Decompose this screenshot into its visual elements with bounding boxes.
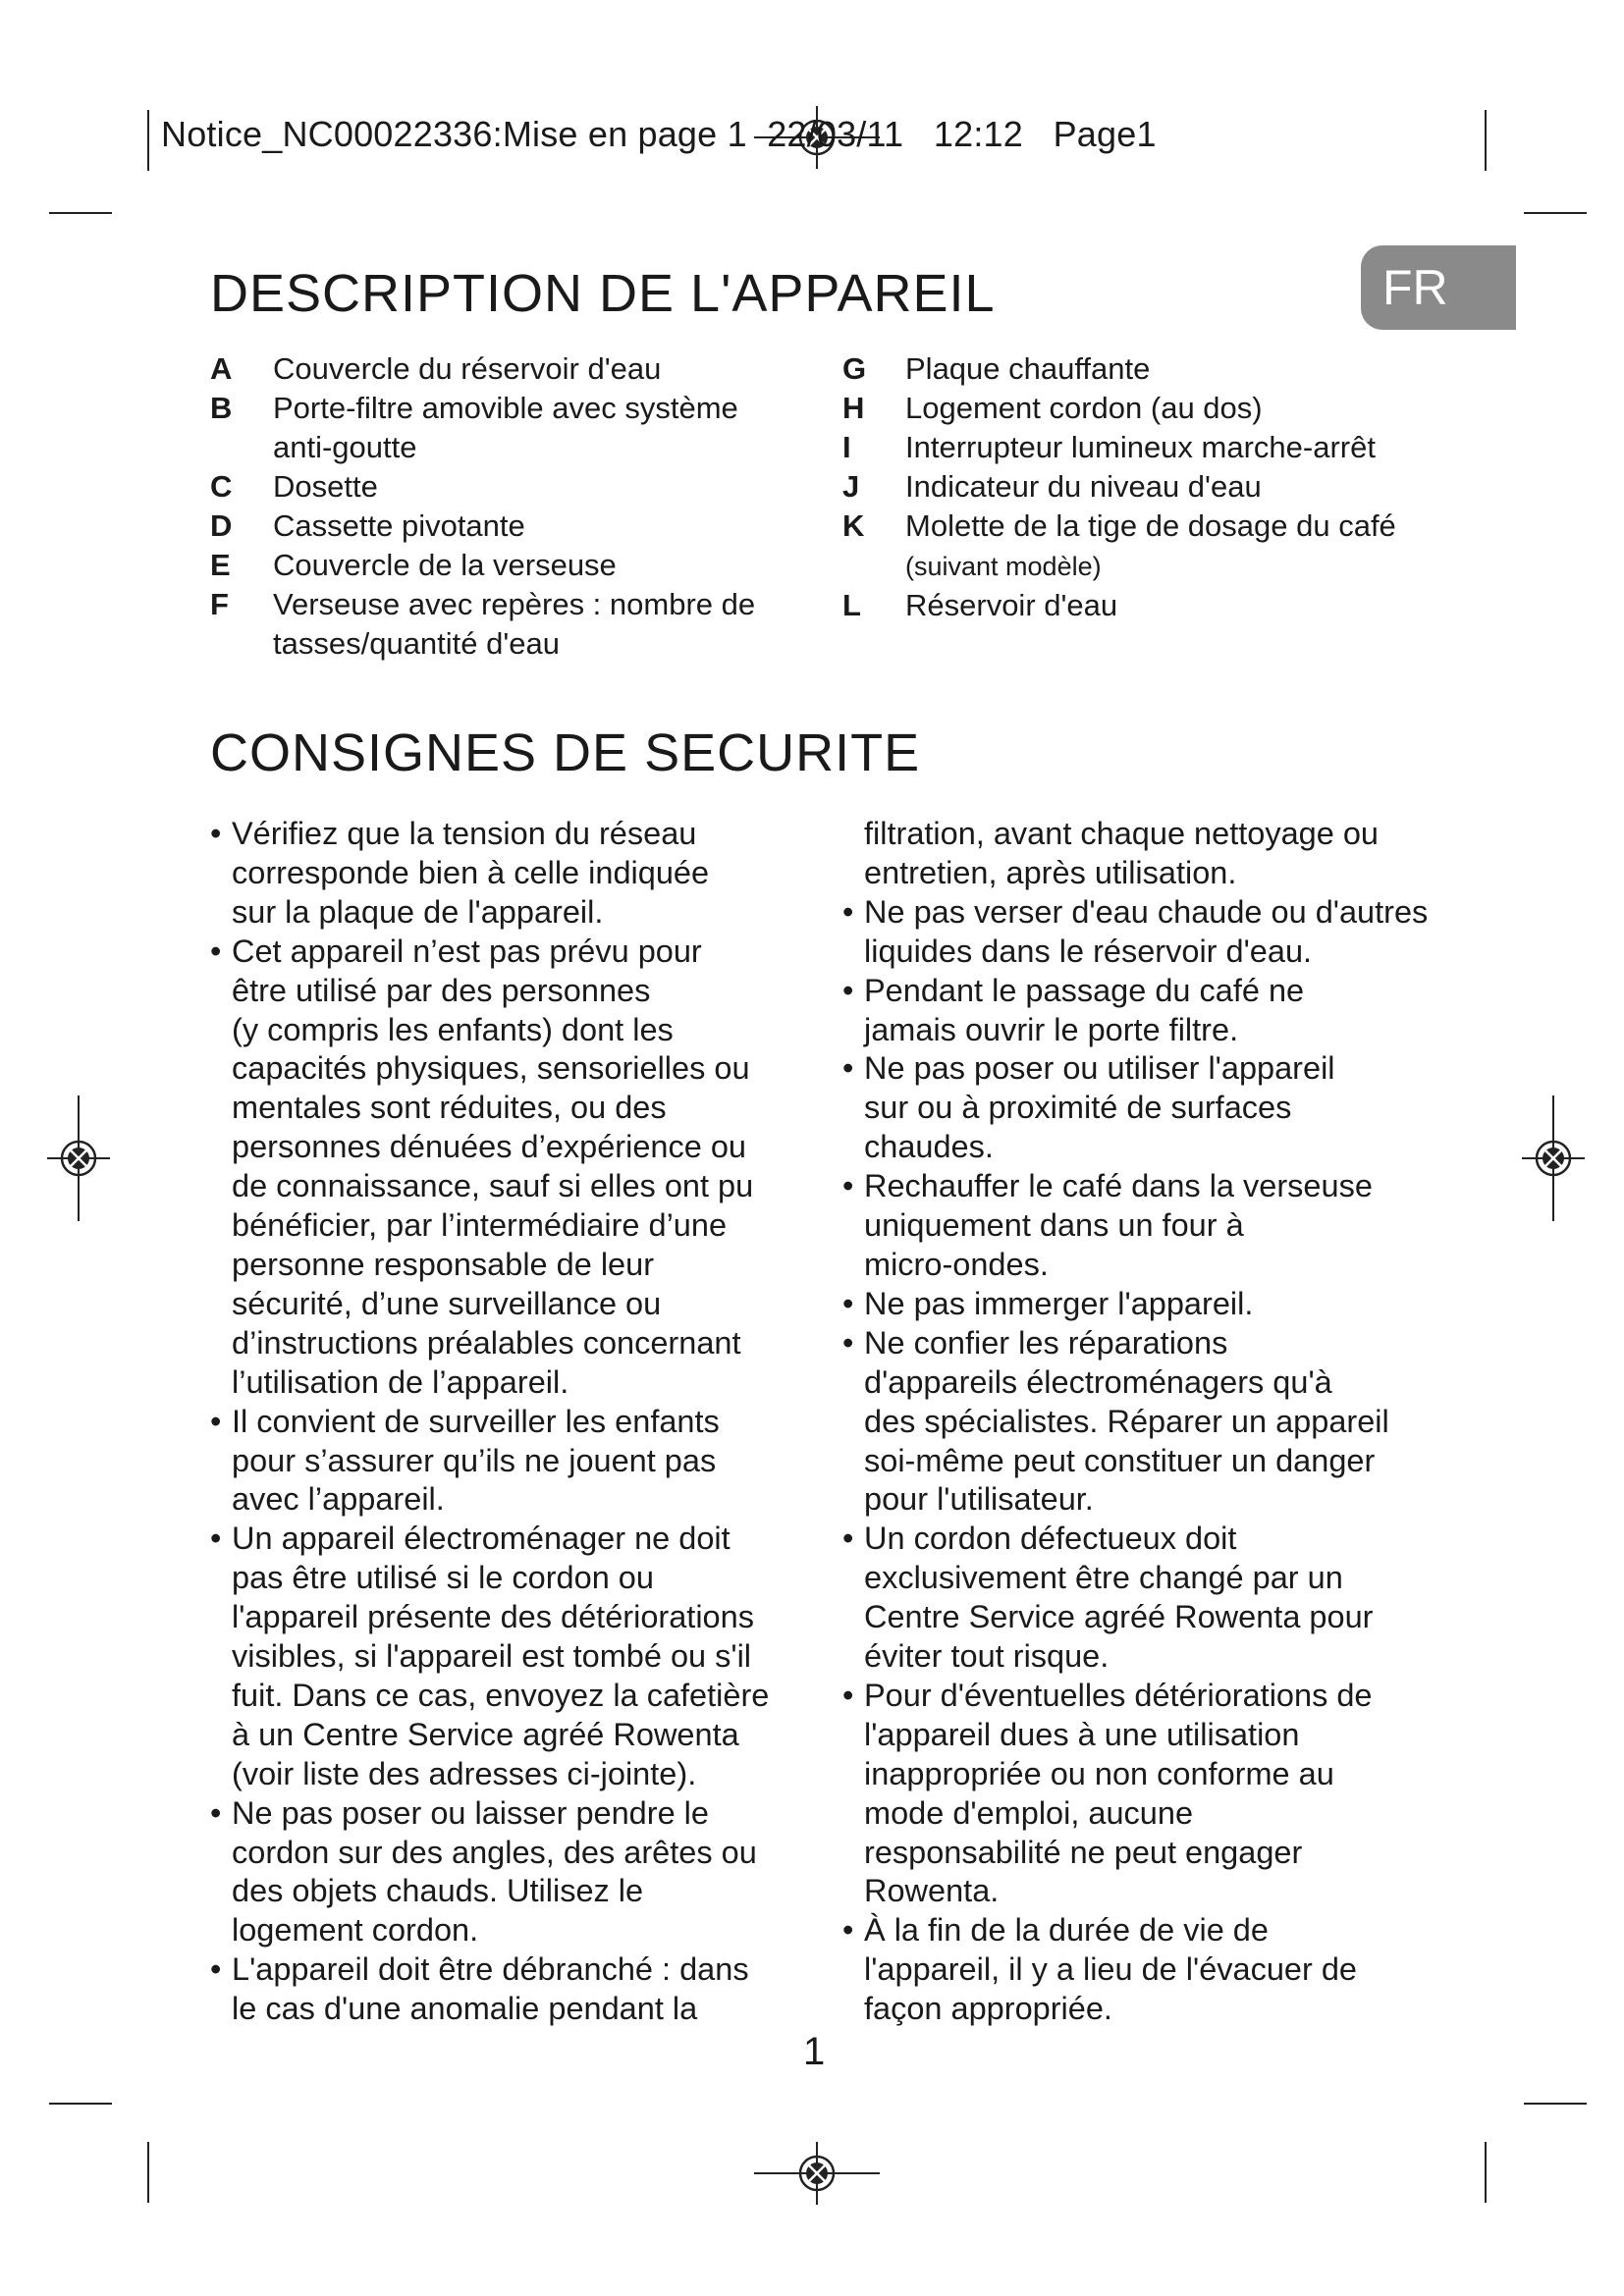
text-line: logement cordon. xyxy=(232,1912,479,1949)
item-text xyxy=(905,507,1396,586)
item-text: Cassette pivotante xyxy=(273,508,525,543)
text-line: inappropriée ou non conforme au xyxy=(864,1755,1334,1791)
text-line: être utilisé par des personnes xyxy=(232,972,651,1008)
text-line: des spécialistes. Réparer un appareil xyxy=(864,1403,1389,1439)
item-text: Dosette xyxy=(273,469,378,504)
bullet-line: • Ne pas verser d'eau chaude ou d'autres xyxy=(846,893,1475,933)
print-slug xyxy=(161,114,1157,155)
description-list-left xyxy=(210,349,819,664)
bullet-line: • Ne confier les réparations xyxy=(846,1324,1475,1363)
bullet-line: • Il convient de surveiller les enfants xyxy=(214,1403,842,1442)
text-line: micro-ondes. xyxy=(864,1246,1049,1282)
list-item xyxy=(842,586,1471,625)
text-line: éviter tout risque. xyxy=(864,1638,1110,1675)
list-item xyxy=(842,507,1471,586)
item-text-line: Molette de la tige de dosage du café xyxy=(905,508,1396,543)
item-text-line: Verseuse avec repères : nombre de xyxy=(273,587,756,621)
list-item xyxy=(210,585,819,664)
bullet-line: • L'appareil doit être débranché : dans xyxy=(214,1950,842,1990)
item-letter: C xyxy=(210,469,233,504)
text-line: (y compris les enfants) dont les xyxy=(232,1011,674,1047)
description-list-right xyxy=(842,349,1471,625)
text-line: l'appareil dues à une utilisation xyxy=(864,1716,1300,1752)
item-letter: J xyxy=(842,469,860,504)
text-line: à un Centre Service agréé Rowenta xyxy=(232,1716,739,1752)
item-text-continuation: (suivant modèle) xyxy=(905,552,1102,581)
registration-mark-icon xyxy=(754,2142,880,2205)
text-line: personne responsable de leur xyxy=(232,1246,655,1282)
text-line: corresponde bien à celle indiquée xyxy=(232,854,710,890)
text-line: façon appropriée. xyxy=(864,1991,1112,2027)
bullet-line: • Cet appareil n’est pas prévu pour xyxy=(214,933,842,972)
crop-mark xyxy=(49,212,112,214)
safety-title: CONSIGNES DE SECURITE xyxy=(210,723,921,782)
list-item xyxy=(210,507,819,546)
text-line: personnes dénuées d’expérience ou xyxy=(232,1129,746,1165)
item-text: Plaque chauffante xyxy=(905,351,1151,386)
text-line: uniquement dans un four à xyxy=(864,1207,1244,1244)
item-text: Logement cordon (au dos) xyxy=(905,391,1263,425)
list-item xyxy=(842,467,1471,507)
item-letter: B xyxy=(210,391,233,425)
text-line: sécurité, d’une surveillance ou xyxy=(232,1285,662,1321)
language-tab: FR xyxy=(1361,245,1516,330)
print-slug-file: Notice_NC00022336:Mise en page 1 xyxy=(161,114,747,154)
bullet-line: • Ne pas immerger l'appareil. xyxy=(846,1285,1475,1324)
list-item xyxy=(842,389,1471,428)
bullet-line: • Ne pas poser ou utiliser l'appareil xyxy=(846,1049,1475,1089)
text-line: (voir liste des adresses ci-jointe). xyxy=(232,1755,697,1791)
item-letter: I xyxy=(842,430,851,464)
list-item xyxy=(210,546,819,585)
item-letter: L xyxy=(842,588,861,622)
safety-column-right xyxy=(846,815,1475,2029)
text-line: jamais ouvrir le porte filtre. xyxy=(864,1011,1239,1047)
crop-mark xyxy=(1524,212,1587,214)
crop-mark xyxy=(1485,110,1487,171)
text-line: capacités physiques, sensorielles ou xyxy=(232,1050,750,1087)
text-line: mentales sont réduites, ou des xyxy=(232,1090,667,1126)
text-line: soi-même peut constituer un danger xyxy=(864,1442,1376,1478)
item-letter: F xyxy=(210,587,229,621)
registration-mark-icon xyxy=(47,1095,110,1221)
print-slug-time: 12:12 xyxy=(933,114,1023,154)
text-line: exclusivement être changé par un xyxy=(864,1560,1343,1596)
item-text xyxy=(273,585,755,664)
item-text: Couvercle du réservoir d'eau xyxy=(273,351,662,386)
text-line: fuit. Dans ce cas, envoyez la cafetière xyxy=(232,1677,770,1713)
text-line: mode d'emploi, aucune xyxy=(864,1794,1194,1831)
text-line: pour s’assurer qu’ils ne jouent pas xyxy=(232,1442,717,1478)
item-text: Interrupteur lumineux marche-arrêt xyxy=(905,430,1376,464)
item-text: Couvercle de la verseuse xyxy=(273,548,617,582)
list-item xyxy=(210,349,819,389)
list-item xyxy=(842,349,1471,389)
list-item xyxy=(842,428,1471,467)
text-line: le cas d'une anomalie pendant la xyxy=(232,1991,698,2027)
list-item xyxy=(210,389,819,467)
text-line: Rowenta. xyxy=(864,1873,1000,1909)
bullet-line: • Pour d'éventuelles détériorations de xyxy=(846,1677,1475,1716)
crop-mark xyxy=(147,110,149,171)
item-letter: E xyxy=(210,548,231,582)
text-line: sur la plaque de l'appareil. xyxy=(232,893,604,930)
crop-mark xyxy=(49,2103,112,2105)
bullet-line: • Vérifiez que la tension du réseau xyxy=(214,815,842,854)
safety-column-left xyxy=(214,815,842,2029)
item-letter: D xyxy=(210,508,233,543)
text-line: Centre Service agréé Rowenta pour xyxy=(864,1599,1374,1635)
text-line: de connaissance, sauf si elles ont pu xyxy=(232,1168,754,1204)
text-line: des objets chauds. Utilisez le xyxy=(232,1873,644,1909)
text-line: filtration, avant chaque nettoyage ou xyxy=(864,816,1379,851)
text-line: l'appareil présente des détériorations xyxy=(232,1599,754,1635)
text-line: entretien, après utilisation. xyxy=(864,854,1237,890)
list-item xyxy=(210,467,819,507)
text-line: pas être utilisé si le cordon ou xyxy=(232,1560,654,1596)
bullet-line: • Rechauffer le café dans la verseuse xyxy=(846,1167,1475,1206)
text-line: l’utilisation de l’appareil. xyxy=(232,1363,569,1400)
text-line: bénéficier, par l’intermédiaire d’une xyxy=(232,1207,728,1244)
item-letter: A xyxy=(210,351,233,386)
text-line: liquides dans le réservoir d'eau. xyxy=(864,933,1313,969)
item-letter: H xyxy=(842,391,865,425)
registration-mark-icon xyxy=(1522,1095,1585,1221)
bullet-line: • Un appareil électroménager ne doit xyxy=(214,1520,842,1559)
text-line: responsabilité ne peut engager xyxy=(864,1834,1303,1870)
item-letter: K xyxy=(842,508,865,543)
print-slug-page: Page1 xyxy=(1053,114,1157,154)
bullet-line: • Ne pas poser ou laisser pendre le xyxy=(214,1794,842,1834)
text-line: cordon sur des angles, des arêtes ou xyxy=(232,1834,757,1870)
bullet-line: • À la fin de la durée de vie de xyxy=(846,1911,1475,1950)
print-slug-date: 22/03/11 xyxy=(767,114,904,154)
text-line: pour l'utilisateur. xyxy=(864,1481,1094,1518)
item-text-continuation: tasses/quantité d'eau xyxy=(273,626,561,661)
item-text-continuation: anti-goutte xyxy=(273,430,417,464)
bullet-line: • Un cordon défectueux doit xyxy=(846,1520,1475,1559)
text-line: d’instructions préalables concernant xyxy=(232,1324,741,1361)
item-text: Réservoir d'eau xyxy=(905,588,1118,622)
page-number: 1 xyxy=(803,2030,826,2073)
item-letter: G xyxy=(842,351,867,386)
item-text xyxy=(273,389,738,467)
bullet-line: • Pendant le passage du café ne xyxy=(846,972,1475,1011)
text-line: sur ou à proximité de surfaces xyxy=(864,1090,1292,1126)
text-line: l'appareil, il y a lieu de l'évacuer de xyxy=(864,1951,1358,1988)
item-text-line: Porte-filtre amovible avec système xyxy=(273,391,738,425)
item-text: Indicateur du niveau d'eau xyxy=(905,469,1262,504)
text-line: visibles, si l'appareil est tombé ou s'il xyxy=(232,1638,752,1675)
crop-mark xyxy=(1524,2103,1587,2105)
description-title: DESCRIPTION DE L'APPAREIL xyxy=(210,264,996,323)
text-line: avec l’appareil. xyxy=(232,1481,445,1518)
crop-mark xyxy=(1485,2142,1487,2203)
crop-mark xyxy=(147,2142,149,2203)
text-line: d'appareils électroménagers qu'à xyxy=(864,1363,1332,1400)
text-line: chaudes. xyxy=(864,1129,994,1165)
